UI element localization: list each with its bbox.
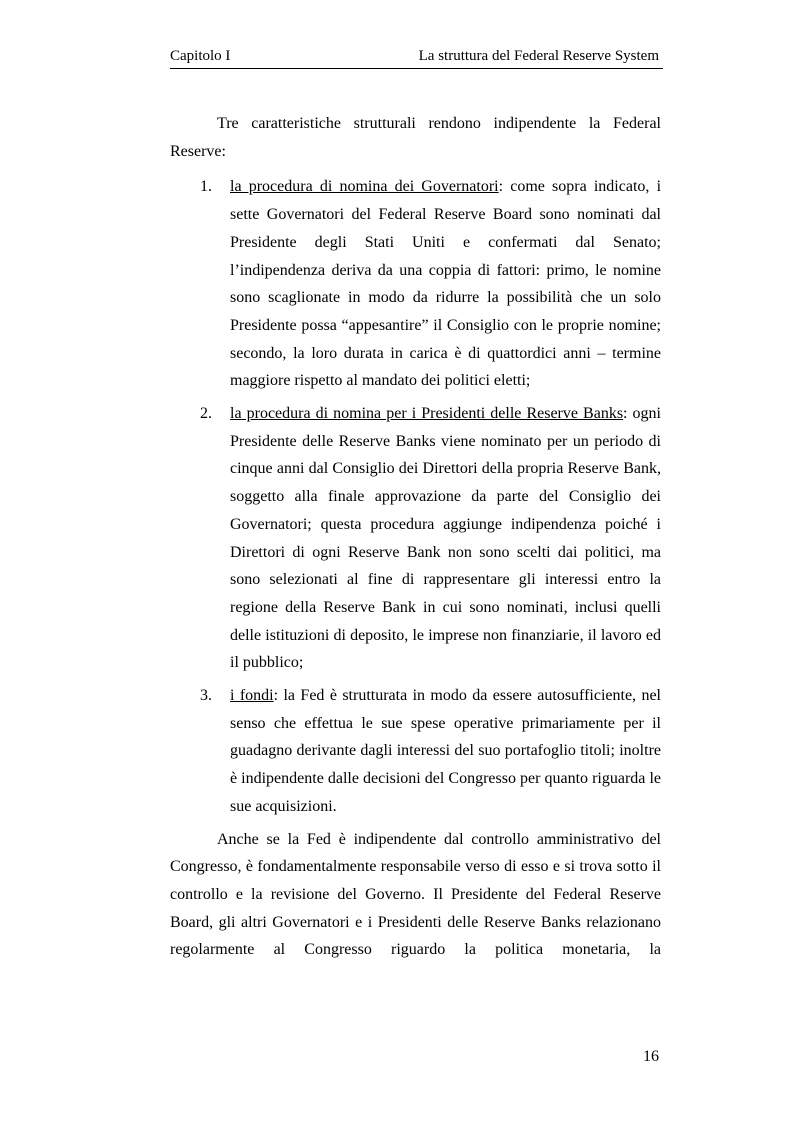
- feature-list: [170, 173, 661, 820]
- list-item-number: 3.: [200, 687, 212, 705]
- list-item-title: la procedura di nomina dei Governatori: [230, 178, 499, 196]
- intro-paragraph: Tre caratteristiche strutturali rendono indipendente la Federal Reserve:: [170, 115, 661, 160]
- chapter-label: Capitolo I: [170, 48, 231, 64]
- list-item-text: : come sopra indicato, i sette Governatori del Federal Reserve Board sono nominati dal Presidente degli Stati Uniti e confermati dal Senato; l’indipendenza deriva da una coppia di fattori: primo, le nomine sono scaglionate in modo da ridurre la possibilità che un solo Presidente possa “appesantire” il Consiglio con le proprie nomine; secondo, la loro durata in carica è di quattordici anni – termine maggiore rispetto al mandato dei politici eletti;: [230, 178, 662, 390]
- list-item-number: 1.: [200, 178, 212, 196]
- chapter-title: La struttura del Federal Reserve System: [418, 48, 659, 64]
- closing-paragraph: Anche se la Fed è indipendente dal controllo amministrativo del Congresso, è fondamentalmente responsabile verso di esso e si trova sotto il controllo e la revisione del Governo. Il Presidente del Federal Reserve Board, gli altri Governatori e i Presidenti delle Reserve Banks relazionano regolarmente al Congresso riguardo la politica monetaria, la: [170, 830, 661, 959]
- page-number: 16: [643, 1048, 659, 1065]
- list-item-text: : la Fed è strutturata in modo da essere autosufficiente, nel senso che effettua le sue spese operative primariamente per il guadagno derivante dagli interessi del suo portafoglio titoli; inoltre è indipendente dalle decisioni del Congresso per quanto riguarda le sue acquisizioni.: [230, 687, 661, 815]
- list-item-text: : ogni Presidente delle Reserve Banks viene nominato per un periodo di cinque anni dal Consiglio dei Direttori della propria Reserve Bank, soggetto alla finale approvazione da parte del Consiglio dei Governatori; questa procedura aggiunge indipendenza poiché i Direttori di ogni Reserve Bank non sono scelti dai politici, ma sono selezionati al fine di rappresentare gli interessi entro la regione della Reserve Bank in cui sono nominati, inclusi quelli delle istituzioni di deposito, le imprese non finanziarie, il lavoro ed il pubblico;: [230, 405, 662, 672]
- list-item-title: i fondi: [230, 687, 274, 705]
- list-item: [170, 682, 661, 821]
- list-item: [170, 400, 661, 677]
- page-body: [170, 110, 661, 964]
- list-item-title: la procedura di nomina per i Presidenti delle Reserve Banks: [230, 405, 624, 423]
- list-item: [170, 173, 661, 395]
- running-header: [170, 46, 663, 69]
- list-item-number: 2.: [200, 405, 212, 423]
